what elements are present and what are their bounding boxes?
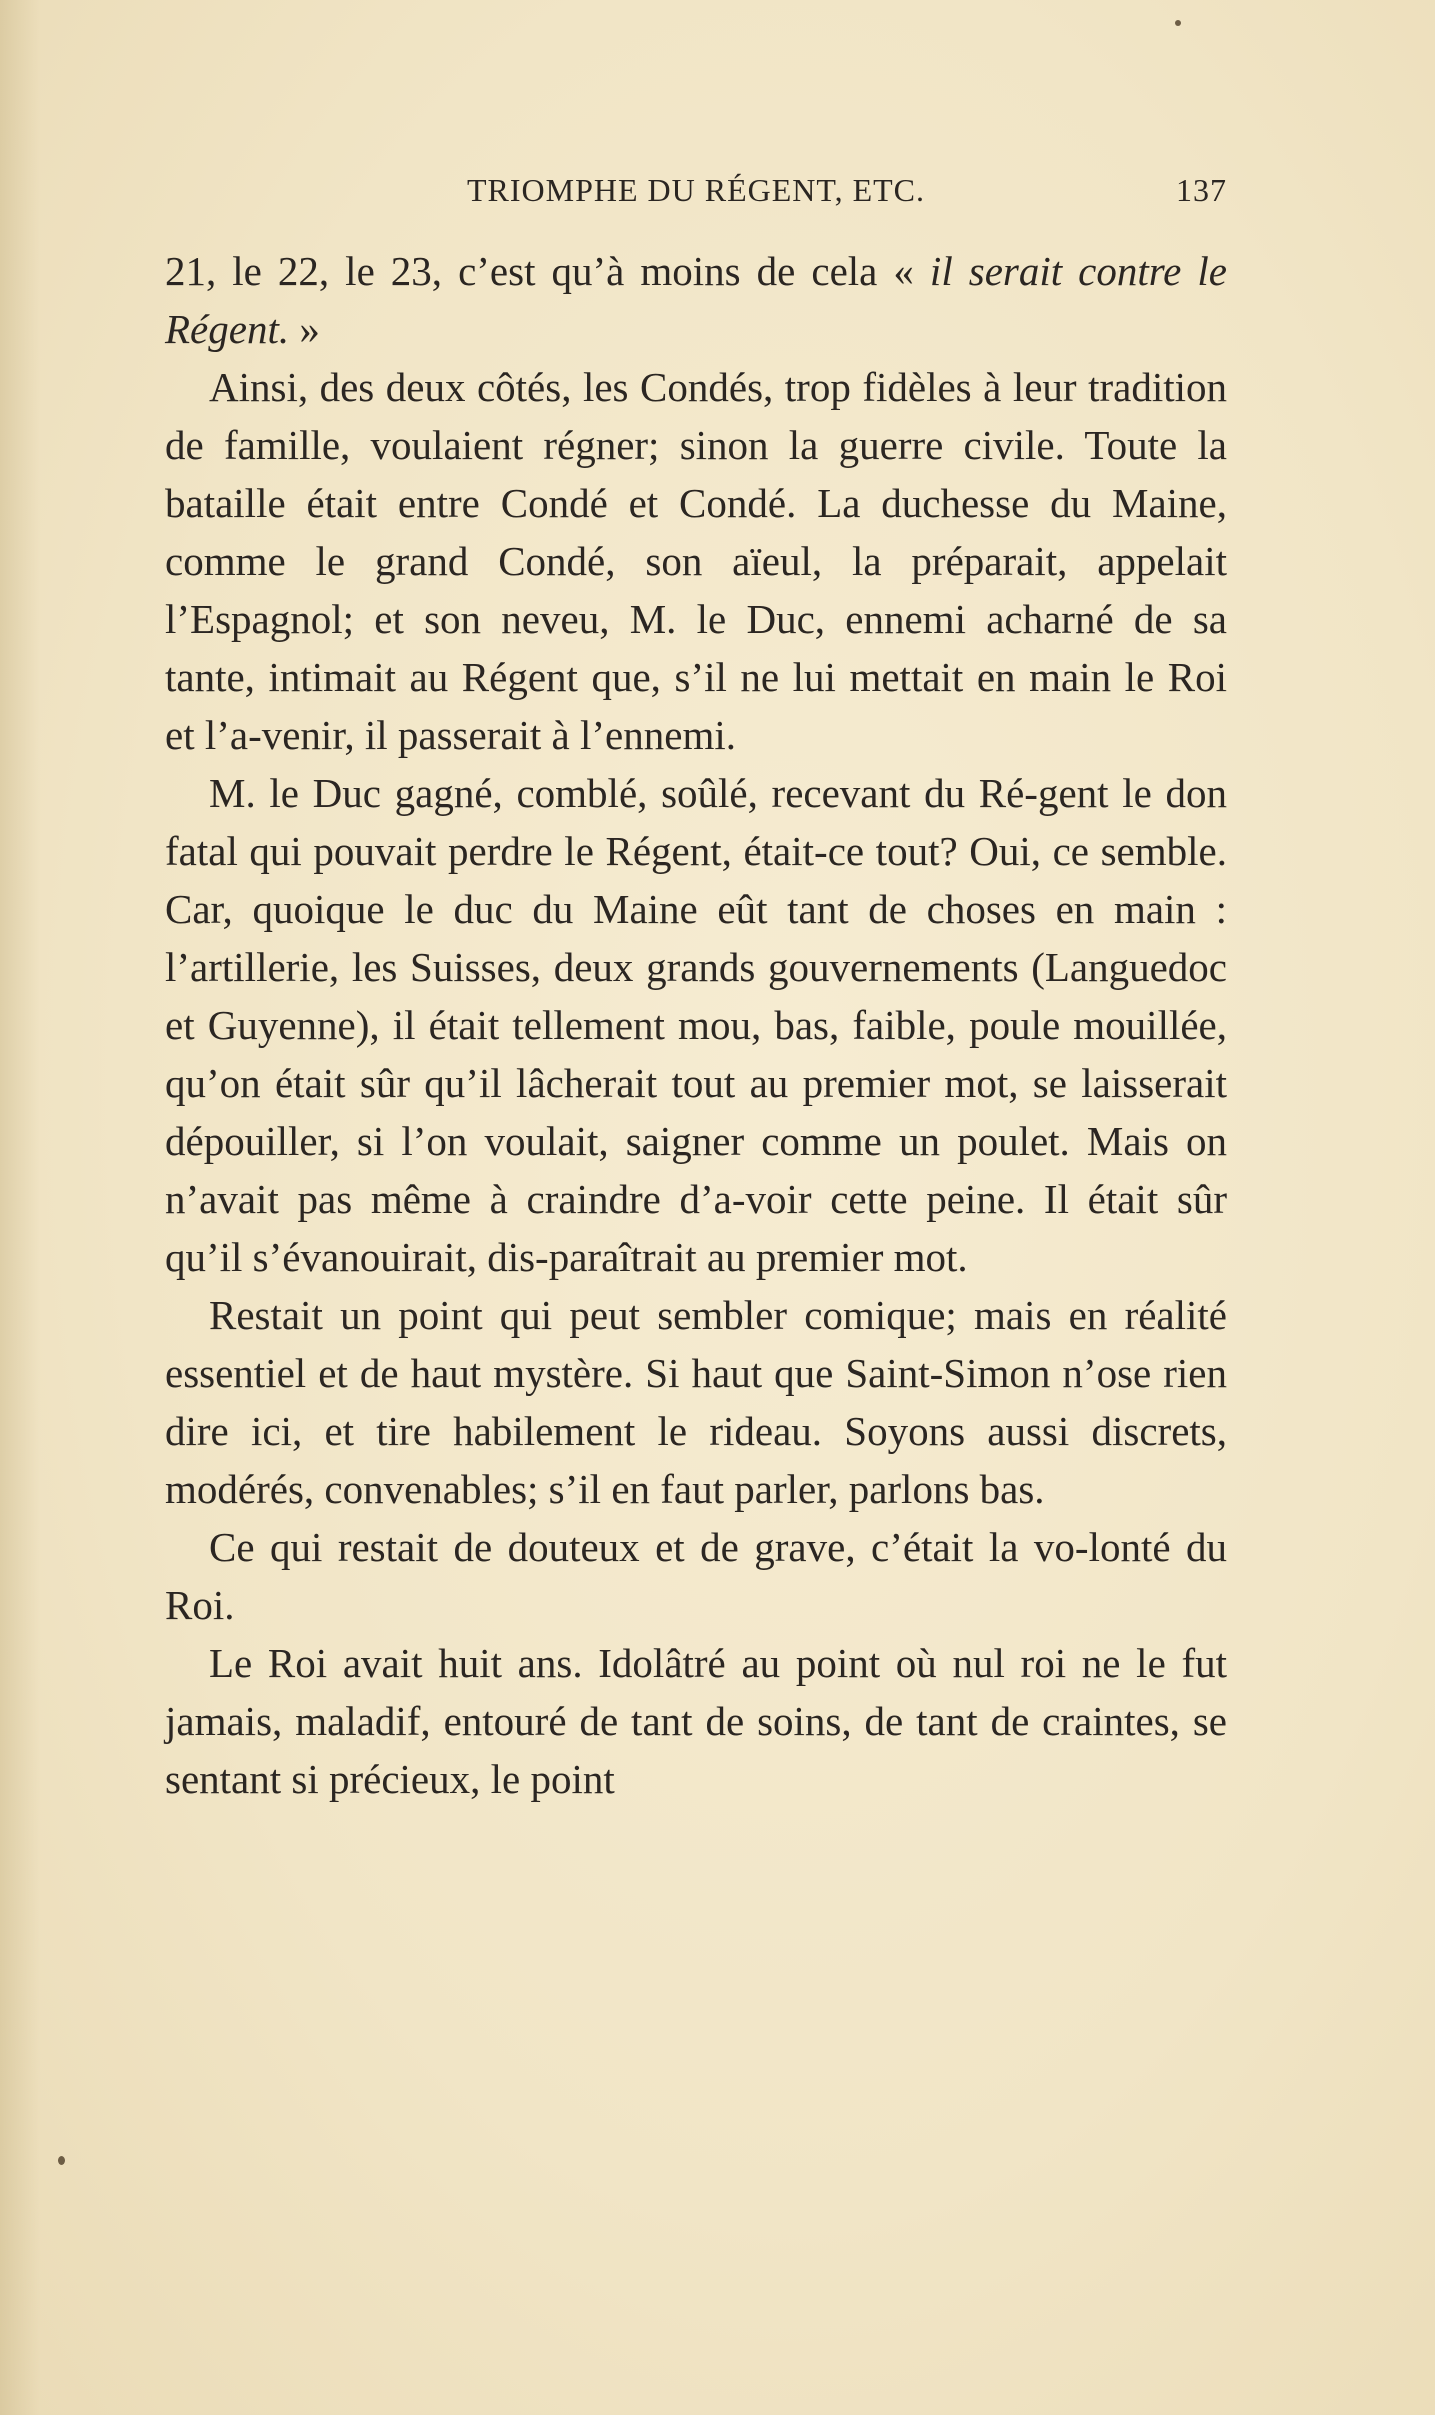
page-number: 137 xyxy=(1176,172,1227,208)
paragraph: M. le Duc gagné, comblé, soûlé, recevant du Ré-gent le don fatal qui pouvait perdre le Régent, était-ce tout? Oui, ce semble. Car, quoique le duc du Maine eût tant de choses en main : l’artillerie, les Suisses, deux grands gouvernements (Languedoc et Guyenne), il était tellement mou, bas, faible, poule mouillée, qu’on était sûr qu’il lâcherait tout au premier mot, se laisserait dépouiller, si l’on voulait, saigner comme un poulet. Mais on n’avait pas même à craindre d’a-voir cette peine. Il était sûr qu’il s’évanouirait, dis-paraîtrait au premier mot. xyxy=(165,770,1227,1280)
paragraph-continued xyxy=(165,242,1227,358)
paper-speck xyxy=(58,2156,65,2165)
page-gutter-shadow xyxy=(0,0,40,2415)
paragraph: Ce qui restait de douteux et de grave, c’était la vo-lonté du Roi. xyxy=(165,1524,1227,1628)
running-title: TRIOMPHE DU RÉGENT, ETC. xyxy=(466,172,926,208)
paragraph-lead: 21, le 22, le 23, c’est qu’à moins de cela « xyxy=(165,248,930,294)
paper-speck xyxy=(1175,20,1181,26)
running-head xyxy=(165,172,1227,222)
paragraph-tail: » xyxy=(289,306,320,352)
paragraph: Le Roi avait huit ans. Idolâtré au point où nul roi ne le fut jamais, maladif, entouré de tant de soins, de tant de craintes, se sentant si précieux, le point xyxy=(165,1640,1227,1802)
body-text xyxy=(165,242,1227,1808)
paragraph: Ainsi, des deux côtés, les Condés, trop fidèles à leur tradition de famille, voulaient régner; sinon la guerre civile. Toute la bataille était entre Condé et Condé. La duchesse du Maine, comme le grand Condé, son aïeul, la préparait, appelait l’Espagnol; et son neveu, M. le Duc, ennemi acharné de sa tante, intimait au Régent que, s’il ne lui mettait en main le Roi et l’a-venir, il passerait à l’ennemi. xyxy=(165,364,1227,758)
italic-quote: il serait contre le Régent. xyxy=(165,248,1227,352)
paragraph: Restait un point qui peut sembler comique; mais en réalité essentiel et de haut mystère. Si haut que Saint-Simon n’ose rien dire ici, et tire habilement le rideau. Soyons aussi discrets, modérés, convenables; s’il en faut parler, parlons bas. xyxy=(165,1292,1227,1512)
